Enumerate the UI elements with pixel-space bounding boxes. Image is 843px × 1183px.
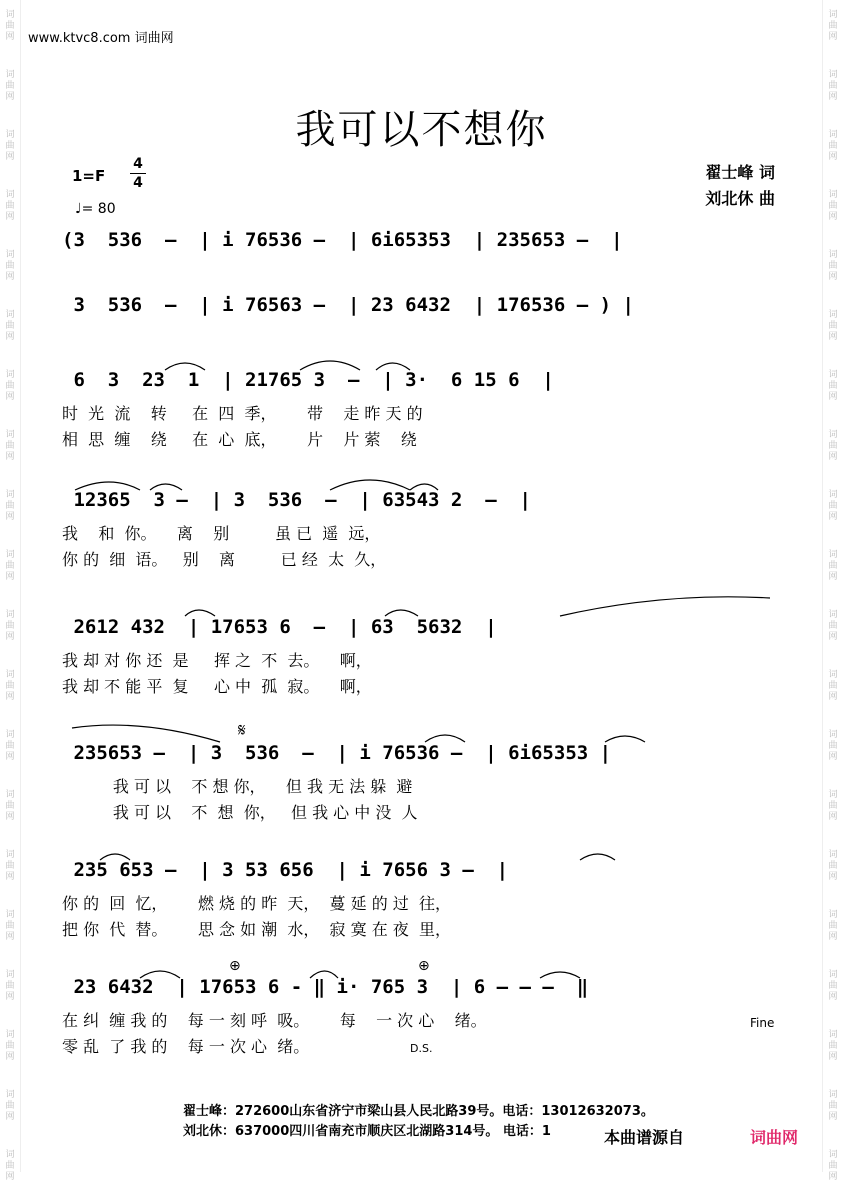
watermark-text: 词 曲 网 bbox=[5, 250, 15, 282]
lyrics-verse-2: 把 你 代 替。 思 念 如 潮 水， 寂 寞 在 夜 里， bbox=[62, 920, 451, 939]
lyrics-verse-1: 我 和 你。 离 别 虽 已 遥 远， bbox=[62, 524, 381, 543]
source-label: 本曲谱源自 bbox=[604, 1128, 685, 1147]
notes-line: 235 653 – | 3 53 656 | i 7656 3 – | bbox=[62, 859, 509, 881]
watermark-text: 词 曲 网 bbox=[5, 190, 15, 222]
watermark-text: 词 曲 网 bbox=[828, 850, 838, 882]
watermark-text: 词 曲 网 bbox=[828, 550, 838, 582]
notes-line: (3 536 – | i 76536 – | 6i65353 | 235653 – | bbox=[62, 229, 623, 251]
watermark-text: 词 曲 网 bbox=[828, 190, 838, 222]
lyrics-verse-1: 我 可 以 不 想 你， 但 我 无 法 躲 避 bbox=[62, 777, 413, 796]
lyrics-verse-2: 零 乱 了 我 的 每 一 次 心 绪。 bbox=[62, 1037, 310, 1056]
key-signature: 1=F bbox=[72, 167, 106, 185]
lyrics-verse-1: 你 的 回 忆， 燃 烧 的 昨 天， 蔓 延 的 过 往， bbox=[62, 894, 451, 913]
watermark-text: 词 曲 网 bbox=[5, 790, 15, 822]
notes-line: 23 6432 | 17653 6 - ‖ i· 765 3 | 6 – – – ‖ bbox=[62, 976, 589, 998]
watermark-text: 词 曲 网 bbox=[828, 970, 838, 1002]
watermark-text: 词 曲 网 bbox=[5, 550, 15, 582]
fine-mark: Fine bbox=[750, 1016, 775, 1030]
watermark-text: 词 曲 网 bbox=[5, 670, 15, 702]
footer-lyricist-address: 翟士峰：272600山东省济宁市梁山县人民北路39号。电话：13012632073。 bbox=[183, 1104, 654, 1119]
notes-line: 2612 432 | 17653 6 – | 63 5632 | bbox=[62, 616, 497, 638]
watermark-text: 词 曲 网 bbox=[5, 850, 15, 882]
coda-sign-2: ⊕ bbox=[418, 958, 430, 974]
ds-mark: D.S. bbox=[410, 1042, 433, 1055]
lyrics-verse-2: 我 却 不 能 平 复 心 中 孤 寂。 啊， bbox=[62, 677, 372, 696]
watermark-text: 词 曲 网 bbox=[828, 430, 838, 462]
source-site-link[interactable]: 词曲网 bbox=[750, 1128, 799, 1147]
watermark-text: 词 曲 网 bbox=[828, 370, 838, 402]
lyricist-credit: 翟士峰 词 bbox=[705, 163, 775, 182]
watermark-text: 词 曲 网 bbox=[828, 490, 838, 522]
lyrics-verse-2: 你 的 细 语。 别 离 已 经 太 久， bbox=[62, 550, 387, 569]
watermark-text: 词 曲 网 bbox=[5, 610, 15, 642]
lyrics-verse-1: 在 纠 缠 我 的 每 一 刻 呼 吸。 每 一 次 心 绪。 bbox=[62, 1011, 487, 1030]
composer-credit: 刘北休 曲 bbox=[705, 189, 775, 208]
song-title: 我可以不想你 bbox=[295, 107, 548, 153]
lyrics-verse-1: 时 光 流 转 在 四 季， 带 走 昨 天 的 bbox=[62, 404, 423, 423]
watermark-text: 词 曲 网 bbox=[5, 310, 15, 342]
watermark-text: 词 曲 网 bbox=[828, 10, 838, 42]
lyrics-verse-2: 相 思 缠 绕 在 心 底， 片 片 萦 绕 bbox=[62, 430, 417, 449]
segno-sign: 𝄋 bbox=[238, 720, 246, 741]
notes-line: 6 3 23 1 | 21765 3 – | 3· 6 15 6 | bbox=[62, 369, 554, 391]
time-sig-top: 4 bbox=[133, 156, 143, 172]
watermark-text: 词 曲 网 bbox=[828, 910, 838, 942]
footer-composer-address: 刘北休：637000四川省南充市顺庆区北湖路314号。 电话：1 bbox=[183, 1124, 551, 1139]
watermark-text: 词 曲 网 bbox=[5, 1090, 15, 1122]
watermark-text: 词 曲 网 bbox=[828, 670, 838, 702]
site-header[interactable]: www.ktvc8.com 词曲网 bbox=[28, 31, 174, 46]
watermark-text: 词 曲 网 bbox=[5, 1030, 15, 1062]
watermark-text: 词 曲 网 bbox=[828, 1090, 838, 1122]
lyrics-verse-2: 我 可 以 不 想 你， 但 我 心 中 没 人 bbox=[62, 803, 418, 822]
watermark-text: 词 曲 网 bbox=[5, 910, 15, 942]
watermark-text: 词 曲 网 bbox=[5, 430, 15, 462]
tempo-mark: ♩= 80 bbox=[75, 201, 116, 217]
coda-sign-1: ⊕ bbox=[229, 958, 241, 974]
watermark-text: 词 曲 网 bbox=[828, 790, 838, 822]
lyrics-verse-1: 我 却 对 你 还 是 挥 之 不 去。 啊， bbox=[62, 651, 372, 670]
watermark-text: 词 曲 网 bbox=[828, 70, 838, 102]
notes-line: 12365 3 – | 3 536 – | 63543 2 – | bbox=[62, 489, 531, 511]
watermark-text: 词 曲 网 bbox=[5, 10, 15, 42]
watermark-text: 词 曲 网 bbox=[828, 250, 838, 282]
watermark-text: 词 曲 网 bbox=[828, 310, 838, 342]
watermark-text: 词 曲 网 bbox=[828, 1030, 838, 1062]
watermark-text: 词 曲 网 bbox=[5, 130, 15, 162]
watermark-text: 词 曲 网 bbox=[5, 490, 15, 522]
watermark-text: 词 曲 网 bbox=[828, 1150, 838, 1182]
watermark-text: 词 曲 网 bbox=[5, 70, 15, 102]
watermark-text: 词 曲 网 bbox=[828, 730, 838, 762]
watermark-text: 词 曲 网 bbox=[828, 610, 838, 642]
watermark-text: 词 曲 网 bbox=[5, 1150, 15, 1182]
watermark-text: 词 曲 网 bbox=[5, 370, 15, 402]
watermark-text: 词 曲 网 bbox=[828, 130, 838, 162]
time-sig-bottom: 4 bbox=[133, 175, 143, 191]
watermark-text: 词 曲 网 bbox=[5, 730, 15, 762]
notes-line: 3 536 – | i 76563 – | 23 6432 | 176536 – ) | bbox=[62, 294, 634, 316]
watermark-text: 词 曲 网 bbox=[5, 970, 15, 1002]
notes-line: 235653 – | 3 536 – | i 76536 – | 6i65353 | bbox=[62, 742, 612, 764]
